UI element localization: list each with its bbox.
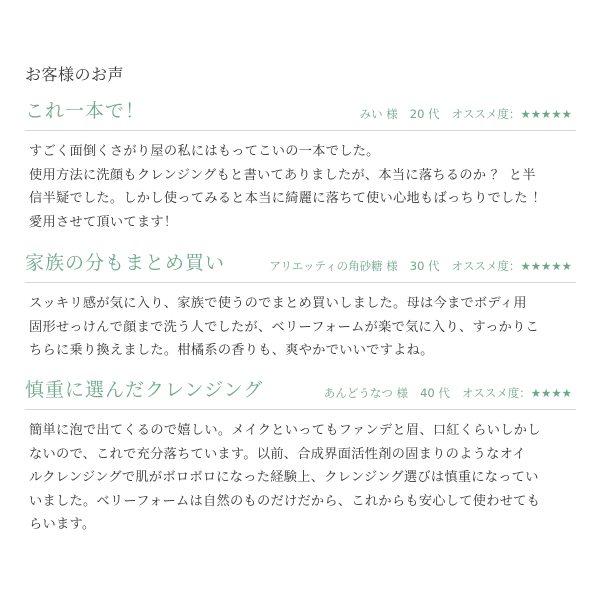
review-meta bbox=[360, 106, 572, 122]
review-text-line: スッキリ感が気に入り、家族で使うのでまとめ買いしました。母は今までボディ用 bbox=[29, 296, 527, 311]
review-meta bbox=[269, 258, 572, 274]
review-text-line: 固形せっけんで顔まで洗う人でしたが、ベリーフォームが楽で気に入り、すっかりこ bbox=[29, 319, 540, 335]
review-header bbox=[25, 375, 576, 410]
review-header bbox=[25, 96, 576, 131]
review-text-line: すごく面倒くさがり屋の私にはもってこいの一本でした。 bbox=[29, 144, 380, 159]
reviewer-name: アリエッティの角砂糖 様 bbox=[269, 259, 398, 273]
review-body bbox=[25, 283, 576, 363]
reviewer-age: 30 代 bbox=[409, 259, 440, 273]
star-rating-icon: ★★★★ bbox=[530, 386, 572, 400]
review-title: これ一本で！ bbox=[25, 100, 146, 122]
review-text-line: ちらに乗り換えました。柑橘系の香りも、爽やかでいいですよね。 bbox=[29, 343, 434, 358]
review-card bbox=[25, 96, 576, 234]
rating-label: オススメ度： bbox=[461, 386, 531, 400]
review-title: 家族の分もまとめ買い bbox=[25, 252, 226, 274]
review-text-line: ルクレンジングで肌がボロボロになった経験上、クレンジング選びは慎重になってい bbox=[29, 470, 539, 485]
reviewer-age: 20 代 bbox=[409, 107, 440, 121]
review-text-line: らいます。 bbox=[29, 517, 96, 532]
review-text-line: ないので、これで充分落ちています。以前、合成界面活性剤の固まりのようなオイ bbox=[29, 446, 526, 462]
review-meta bbox=[324, 385, 572, 401]
rating-label: オススメ度： bbox=[451, 107, 521, 121]
reviewer-name: みい 様 bbox=[359, 107, 398, 121]
star-rating-icon: ★★★★★ bbox=[520, 107, 572, 121]
review-text-line: 愛用させて頂いてます！ bbox=[29, 214, 178, 230]
review-text-line: 簡単に泡で出てくるので嬉しい。メイクといってもファンデと眉、口紅くらいしかし bbox=[29, 423, 541, 438]
review-card bbox=[25, 375, 576, 537]
reviewer-age: 40 代 bbox=[420, 386, 450, 400]
review-title: 慎重に選んだクレンジング bbox=[25, 379, 264, 401]
review-body bbox=[25, 131, 576, 234]
review-text-line: いました。ベリーフォームは自然のものだけだから、これからも安心して使わせても bbox=[29, 493, 541, 509]
review-text-line: 使用方法に洗顔もクレンジングもと書いてありましたが、本当に落ちるのか ？ と半 bbox=[29, 167, 536, 183]
reviewer-name: あんどうなつ 様 bbox=[323, 386, 409, 400]
review-text-line: 信半疑でした。しかし使ってみると本当に綺麗に落ちて使い心地もばっちりでした ！ bbox=[29, 191, 546, 206]
review-card bbox=[25, 248, 576, 363]
review-body bbox=[25, 410, 576, 537]
rating-label: オススメ度： bbox=[451, 259, 521, 273]
review-header bbox=[25, 248, 576, 283]
section-title: お客様のお声 bbox=[25, 65, 125, 84]
star-rating-icon: ★★★★★ bbox=[520, 259, 572, 273]
